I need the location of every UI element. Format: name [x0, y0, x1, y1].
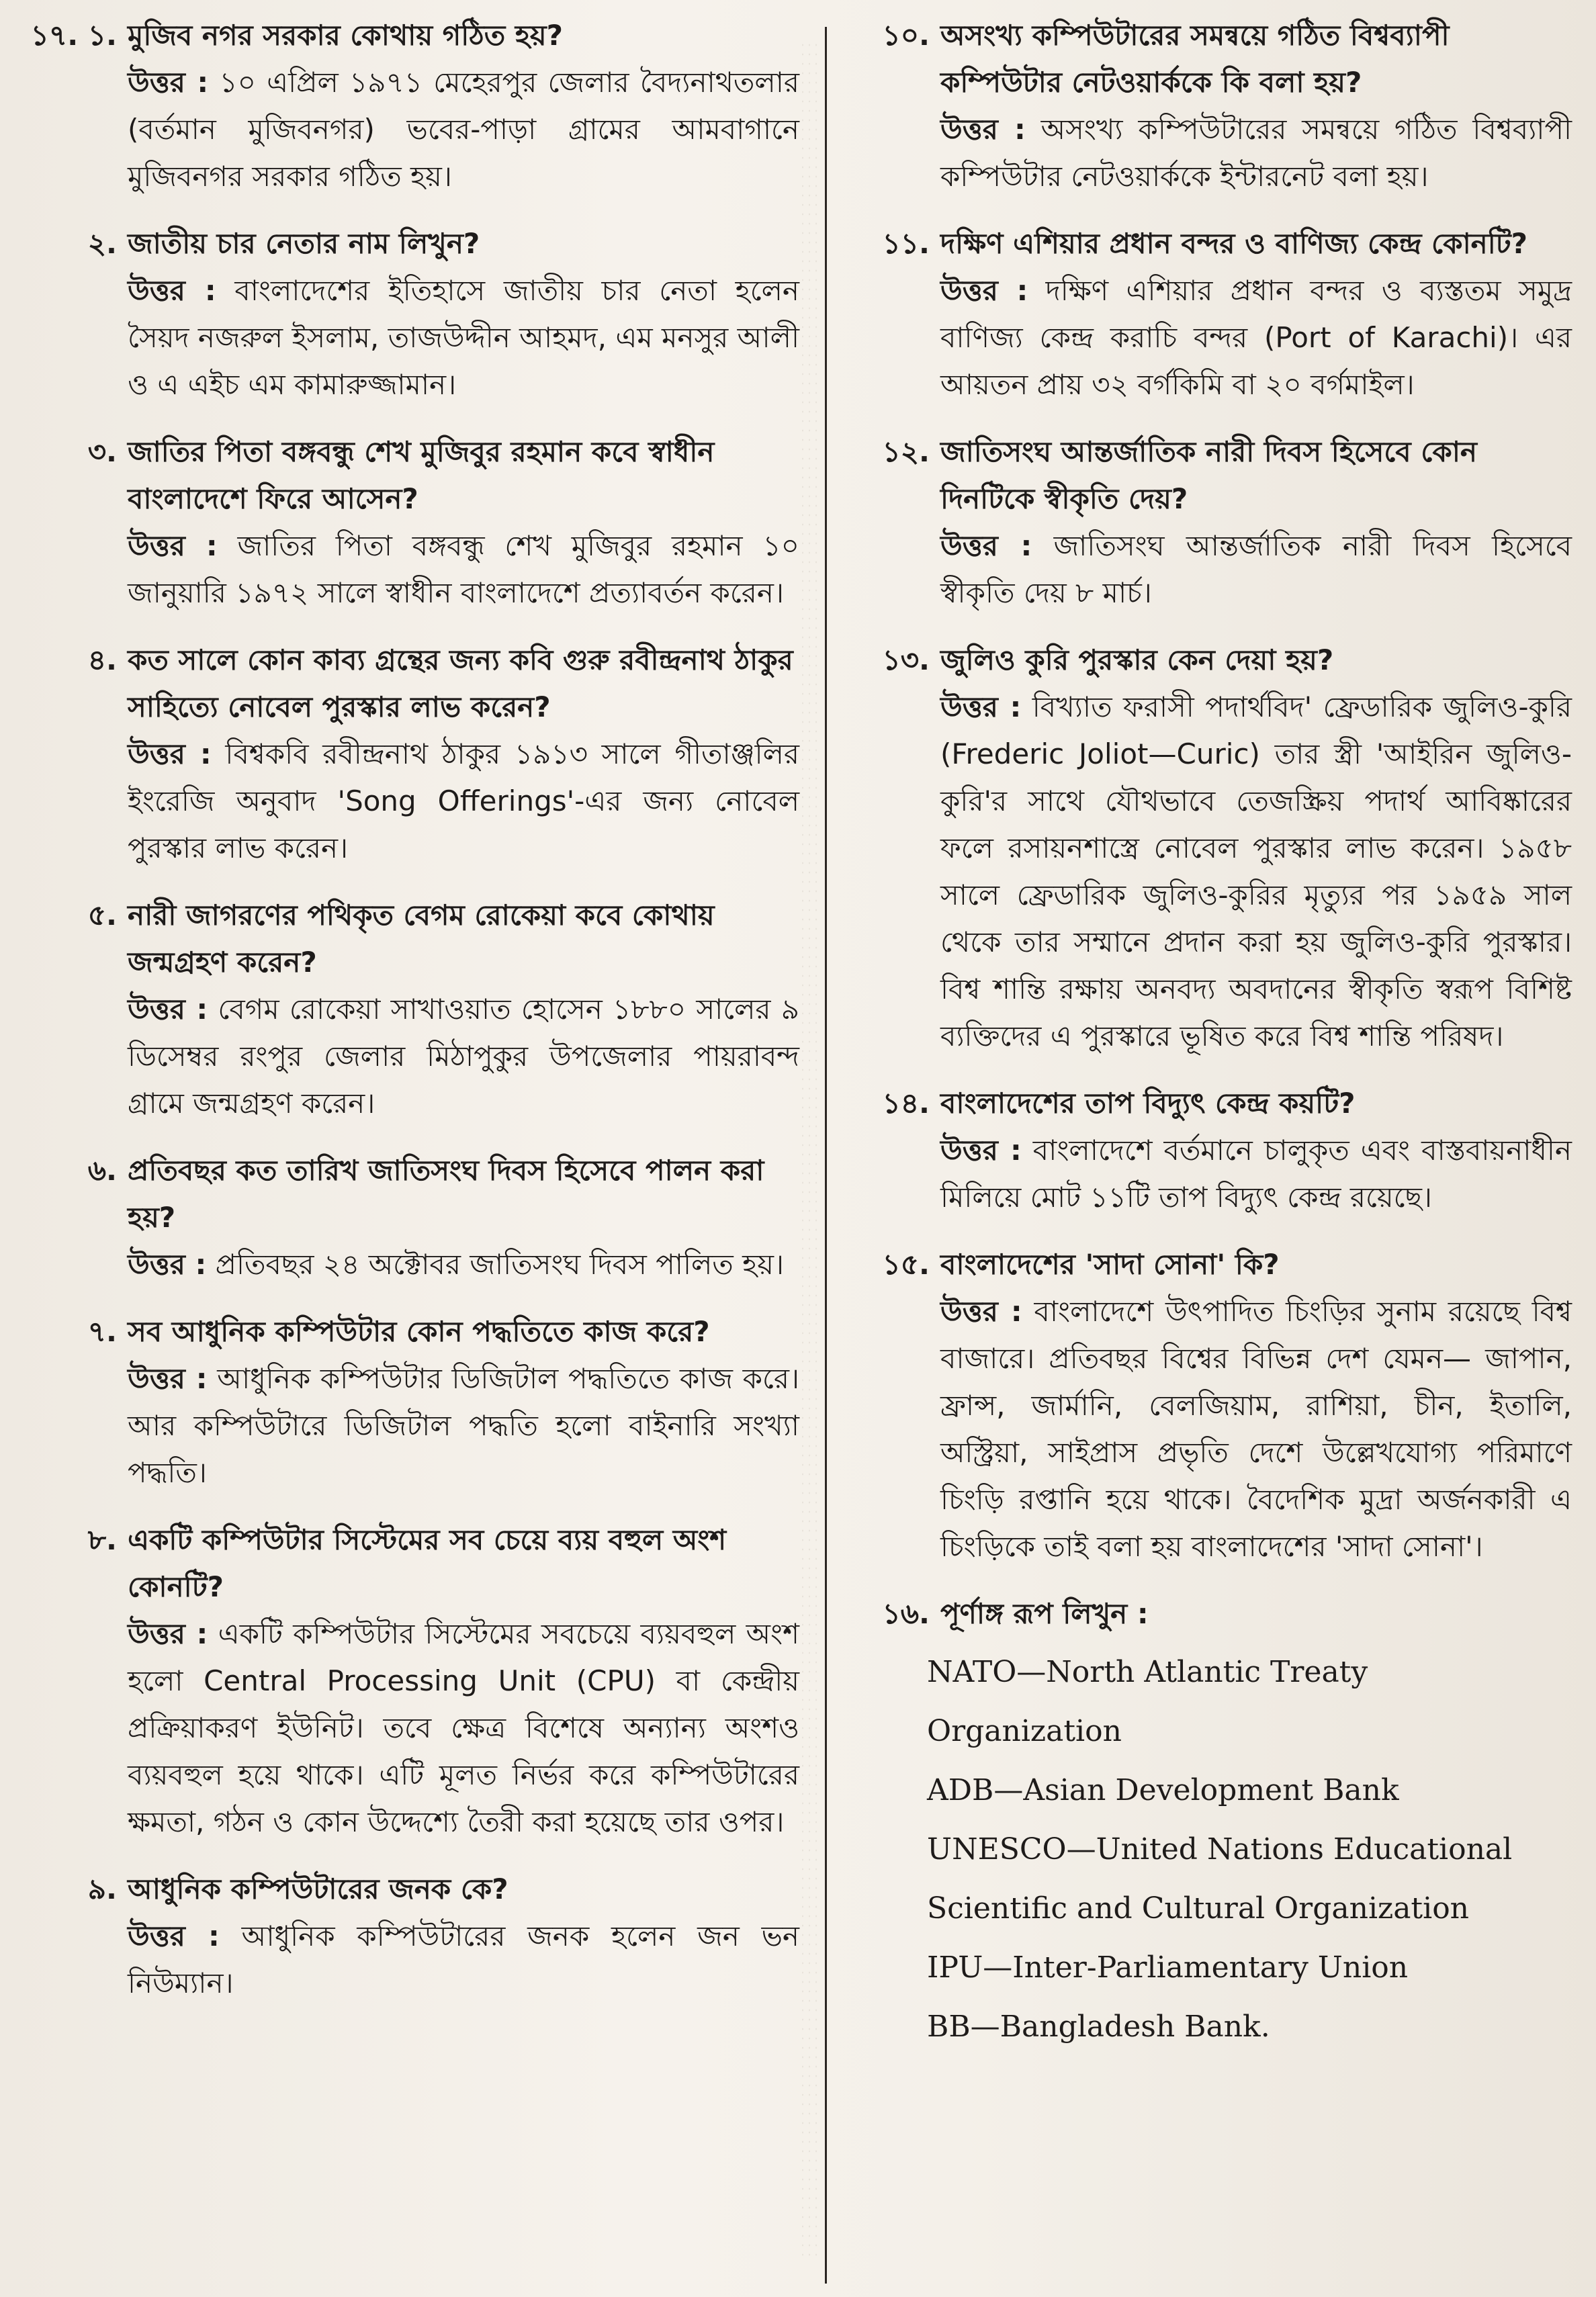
question-number: ১৫. — [882, 1248, 930, 1281]
question — [27, 220, 799, 267]
question — [27, 12, 799, 59]
question — [27, 1517, 799, 1611]
answer — [128, 267, 799, 408]
answer-label: উত্তর : — [128, 1362, 208, 1395]
question-text: অসংখ্য কম্পিউটারের সমন্বয়ে গঠিত বিশ্বব্যাপী কম্পিউটার নেটওয়ার্ককে কি বলা হয়? — [940, 19, 1450, 99]
answer-text: অসংখ্য কম্পিউটারের সমন্বয়ে গঠিত বিশ্বব্যাপী কম্পিউটার নেটওয়ার্ককে ইন্টারনেট বলা হয়। — [940, 113, 1572, 193]
question-number: ৯. — [87, 1873, 117, 1905]
abbreviation-list — [927, 1643, 1572, 2057]
answer-text: ১০ এপ্রিল ১৯৭১ মেহেরপুর জেলার বৈদ্যনাথতলার (বর্তমান মুজিবনগর) ভবের-পাড়া গ্রামের আমবাগানে মুজিবনগর সরকার গঠিত হয়। — [128, 66, 799, 193]
question-number: ৪. — [87, 643, 117, 676]
question — [27, 1147, 799, 1241]
answer-label: উত্তর : — [128, 1617, 208, 1650]
question-number: ৬. — [87, 1154, 117, 1187]
abbreviation-item: NATO—North Atlantic Treaty Organization — [927, 1655, 1368, 1748]
question — [867, 12, 1572, 106]
qa-item-7 — [27, 1308, 799, 1496]
question — [27, 429, 799, 523]
answer — [128, 1241, 799, 1288]
abbreviation-item: IPU—Inter-Parliamentary Union — [927, 1950, 1409, 1985]
column-divider — [825, 27, 827, 2284]
answer-text: বিখ্যাত ফরাসী পদার্থবিদ' ফ্রেডারিক জুলিও-কুরি (Frederic Joliot—Curic) তার স্ত্রী 'আইরিন জুলিও-কুরি'র সাথে যৌথভাবে তেজস্ক্রিয় পদার্থ আবিষ্কারের ফলে রসায়নশাস্ত্রে নোবেল পুরস্কার লাভ করেন। ১৯৫৮ সালে ফ্রেডারিক জুলিও-কুরির মৃত্যুর পর ১৯৫৯ সাল থেকে তার সম্মানে প্রদান করা হয় জুলিও-কুরি পুরস্কার। বিশ্ব শান্তি রক্ষায় অনবদ্য অবদানের স্বীকৃতি স্বরূপ বিশিষ্ট ব্যক্তিদের এ পুরস্কারে ভূষিত করে বিশ্ব শান্তি পরিষদ। — [940, 690, 1572, 1052]
answer-text: প্রতিবছর ২৪ অক্টোবর জাতিসংঘ দিবস পালিত হয়। — [215, 1248, 784, 1281]
qa-item-10 — [867, 12, 1572, 200]
question-text: পূর্ণাঙ্গ রূপ লিখুন : — [940, 1597, 1149, 1630]
question-text: জুলিও কুরি পুরস্কার কেন দেয়া হয়? — [940, 643, 1334, 676]
abbreviation-item: BB—Bangladesh Bank. — [927, 2010, 1270, 2044]
answer-label: উত্তর : — [128, 66, 209, 99]
qa-item-3 — [27, 429, 799, 617]
abbreviation-item: UNESCO—United Nations Educational Scientific and Cultural Organization — [927, 1832, 1513, 1926]
answer — [128, 986, 799, 1127]
qa-item-15 — [867, 1241, 1572, 1570]
qa-item-8 — [27, 1517, 799, 1846]
answer-label: উত্তর : — [940, 1134, 1022, 1167]
answer-label: উত্তর : — [128, 274, 216, 307]
answer — [940, 1127, 1572, 1221]
qa-item-4 — [27, 637, 799, 872]
question — [867, 429, 1572, 523]
answer — [128, 1913, 799, 2007]
answer-label: উত্তর : — [128, 529, 218, 562]
question-number: ৮. — [87, 1523, 117, 1556]
answer-text: আধুনিক কম্পিউটারের জনক হলেন জন ভন নিউম্যান। — [128, 1920, 799, 1999]
answer-text: বেগম রোকেয়া সাখাওয়াত হোসেন ১৮৮০ সালের ৯ ডিসেম্বর রংপুর জেলার মিঠাপুকুর উপজেলার পায়রাবন্দ গ্রামে জন্মগ্রহণ করেন। — [128, 993, 800, 1120]
answer-text: আধুনিক কম্পিউটার ডিজিটাল পদ্ধতিতে কাজ করে। আর কম্পিউটারে ডিজিটাল পদ্ধতি হলো বাইনারি সংখ্যা পদ্ধতি। — [128, 1362, 799, 1489]
question-text: নারী জাগরণের পথিকৃত বেগম রোকেয়া কবে কোথায় জন্মগ্রহণ করেন? — [128, 899, 715, 979]
question-number: ২. — [87, 227, 117, 260]
qa-item-2 — [27, 220, 799, 408]
question-text: দক্ষিণ এশিয়ার প্রধান বন্দর ও বাণিজ্য কেন্দ্র কোনটি? — [940, 227, 1527, 260]
answer-label: উত্তর : — [940, 529, 1032, 562]
answer — [940, 684, 1572, 1060]
answer-text: বাংলাদেশের ইতিহাসে জাতীয় চার নেতা হলেন সৈয়দ নজরুল ইসলাম, তাজউদ্দীন আহমদ, এম মনসুর আলী ও এ এইচ এম কামারুজ্জামান। — [128, 274, 799, 401]
answer-text: একটি কম্পিউটার সিস্টেমের সবচেয়ে ব্যয়বহুল অংশ হলো Central Processing Unit (CPU) বা কেন্দ্রীয় প্রক্রিয়াকরণ ইউনিট। তবে ক্ষেত্র বিশেষে অন্যান্য অংশও ব্যয়বহুল হয়ে থাকে। এটি মূলত নির্ভর করে কম্পিউটারের ক্ষমতা, গঠন ও কোন উদ্দেশ্যে তৈরী করা হয়েছে তার ওপর। — [128, 1617, 799, 1838]
answer-text: বিশ্বকবি রবীন্দ্রনাথ ঠাকুর ১৯১৩ সালে গীতাঞ্জলির ইংরেজি অনুবাদ 'Song Offerings'-এর জন্য নোবেল পুরস্কার লাভ করেন। — [128, 737, 799, 864]
answer — [128, 523, 799, 617]
question — [867, 1241, 1572, 1288]
question-text: বাংলাদেশের তাপ বিদ্যুৎ কেন্দ্র কয়টি? — [940, 1087, 1356, 1120]
qa-item-14 — [867, 1080, 1572, 1221]
question-text: মুজিব নগর সরকার কোথায় গঠিত হয়? — [128, 19, 564, 52]
qa-item-13 — [867, 637, 1572, 1060]
question-number: ১৬. — [882, 1597, 930, 1630]
answer-text: দক্ষিণ এশিয়ার প্রধান বন্দর ও ব্যস্ততম সমুদ্র বাণিজ্য কেন্দ্র করাচি বন্দর (Port of Karachi)। এর আয়তন প্রায় ৩২ বর্গকিমি বা ২০ বর্গমাইল। — [940, 274, 1572, 401]
question — [27, 892, 799, 986]
question-number: ১৭. ১. — [30, 19, 117, 52]
answer-text: বাংলাদেশে বর্তমানে চালুকৃত এবং বাস্তবায়নাধীন মিলিয়ে মোট ১১টি তাপ বিদ্যুৎ কেন্দ্র রয়েছে। — [940, 1134, 1572, 1214]
answer-text: বাংলাদেশে উৎপাদিত চিংড়ির সুনাম রয়েছে বিশ্ব বাজারে। প্রতিবছর বিশ্বের বিভিন্ন দেশ যেমন— জাপান, ফ্রান্স, জার্মানি, বেলজিয়াম, রাশিয়া, চীন, ইতালি, অস্ট্রিয়া, সাইপ্রাস প্রভৃতি দেশে উল্লেখযোগ্য পরিমাণে চিংড়ি রপ্তানি হয়ে থাকে। বৈদেশিক মুদ্রা অর্জনকারী এ চিংড়িকে তাই বলা হয় বাংলাদেশের 'সাদা সোনা'। — [940, 1295, 1572, 1563]
answer-text: জাতিসংঘ আন্তর্জাতিক নারী দিবস হিসেবে স্বীকৃতি দেয় ৮ মার্চ। — [940, 529, 1572, 609]
question-number: ১০. — [882, 19, 930, 52]
question — [867, 220, 1572, 267]
question-number: ৩. — [87, 435, 117, 468]
answer-label: উত্তর : — [128, 993, 208, 1026]
answer — [128, 1611, 799, 1846]
question-text: কত সালে কোন কাব্য গ্রন্থের জন্য কবি গুরু রবীন্দ্রনাথ ঠাকুর সাহিত্যে নোবেল পুরস্কার লাভ করেন? — [128, 643, 793, 723]
answer — [940, 1288, 1572, 1570]
question-number: ৭. — [87, 1315, 117, 1348]
question — [27, 637, 799, 731]
answer — [940, 106, 1572, 200]
question-number: ১৪. — [882, 1087, 930, 1120]
answer-label: উত্তর : — [128, 1248, 207, 1281]
qa-item-16 — [867, 1590, 1572, 2057]
qa-item-9 — [27, 1866, 799, 2007]
question-text: জাতিসংঘ আন্তর্জাতিক নারী দিবস হিসেবে কোন দিনটিকে স্বীকৃতি দেয়? — [940, 435, 1477, 515]
question — [867, 637, 1572, 684]
question-text: আধুনিক কম্পিউটারের জনক কে? — [128, 1873, 508, 1905]
answer-label: উত্তর : — [940, 113, 1026, 146]
question — [27, 1308, 799, 1355]
qa-item-5 — [27, 892, 799, 1127]
qa-item-6 — [27, 1147, 799, 1288]
qa-item-11 — [867, 220, 1572, 408]
question-number: ৫. — [87, 899, 117, 932]
question — [867, 1080, 1572, 1127]
right-column — [867, 12, 1572, 2077]
answer — [128, 59, 799, 200]
answer — [128, 1355, 799, 1496]
abbreviation-item: ADB—Asian Development Bank — [927, 1773, 1399, 1807]
answer-label: উত্তর : — [940, 690, 1022, 723]
question-number: ১১. — [882, 227, 930, 260]
question — [867, 1590, 1572, 1637]
left-column — [27, 12, 799, 2027]
answer-label: উত্তর : — [128, 737, 212, 770]
question-text: প্রতিবছর কত তারিখ জাতিসংঘ দিবস হিসেবে পালন করা হয়? — [128, 1154, 764, 1234]
paper-texture — [799, 40, 819, 2257]
answer-label: উত্তর : — [128, 1920, 220, 1952]
question-number: ১২. — [882, 435, 930, 468]
question — [27, 1866, 799, 1913]
question-number: ১৩. — [882, 643, 930, 676]
answer-text: জাতির পিতা বঙ্গবন্ধু শেখ মুজিবুর রহমান ১০ জানুয়ারি ১৯৭২ সালে স্বাধীন বাংলাদেশে প্রত্যাবর্তন করেন। — [128, 529, 799, 609]
answer — [940, 267, 1572, 408]
answer-label: উত্তর : — [940, 274, 1028, 307]
answer — [128, 731, 799, 872]
question-text: একটি কম্পিউটার সিস্টেমের সব চেয়ে ব্যয় বহুল অংশ কোনটি? — [128, 1523, 727, 1603]
question-text: জাতীয় চার নেতার নাম লিখুন? — [128, 227, 480, 260]
qa-item-1 — [27, 12, 799, 200]
question-text: বাংলাদেশের 'সাদা সোনা' কি? — [940, 1248, 1280, 1281]
question-text: জাতির পিতা বঙ্গবন্ধু শেখ মুজিবুর রহমান কবে স্বাধীন বাংলাদেশে ফিরে আসেন? — [128, 435, 715, 515]
answer-label: উত্তর : — [940, 1295, 1022, 1328]
answer — [940, 523, 1572, 617]
question-text: সব আধুনিক কম্পিউটার কোন পদ্ধতিতে কাজ করে? — [128, 1315, 710, 1348]
qa-item-12 — [867, 429, 1572, 617]
